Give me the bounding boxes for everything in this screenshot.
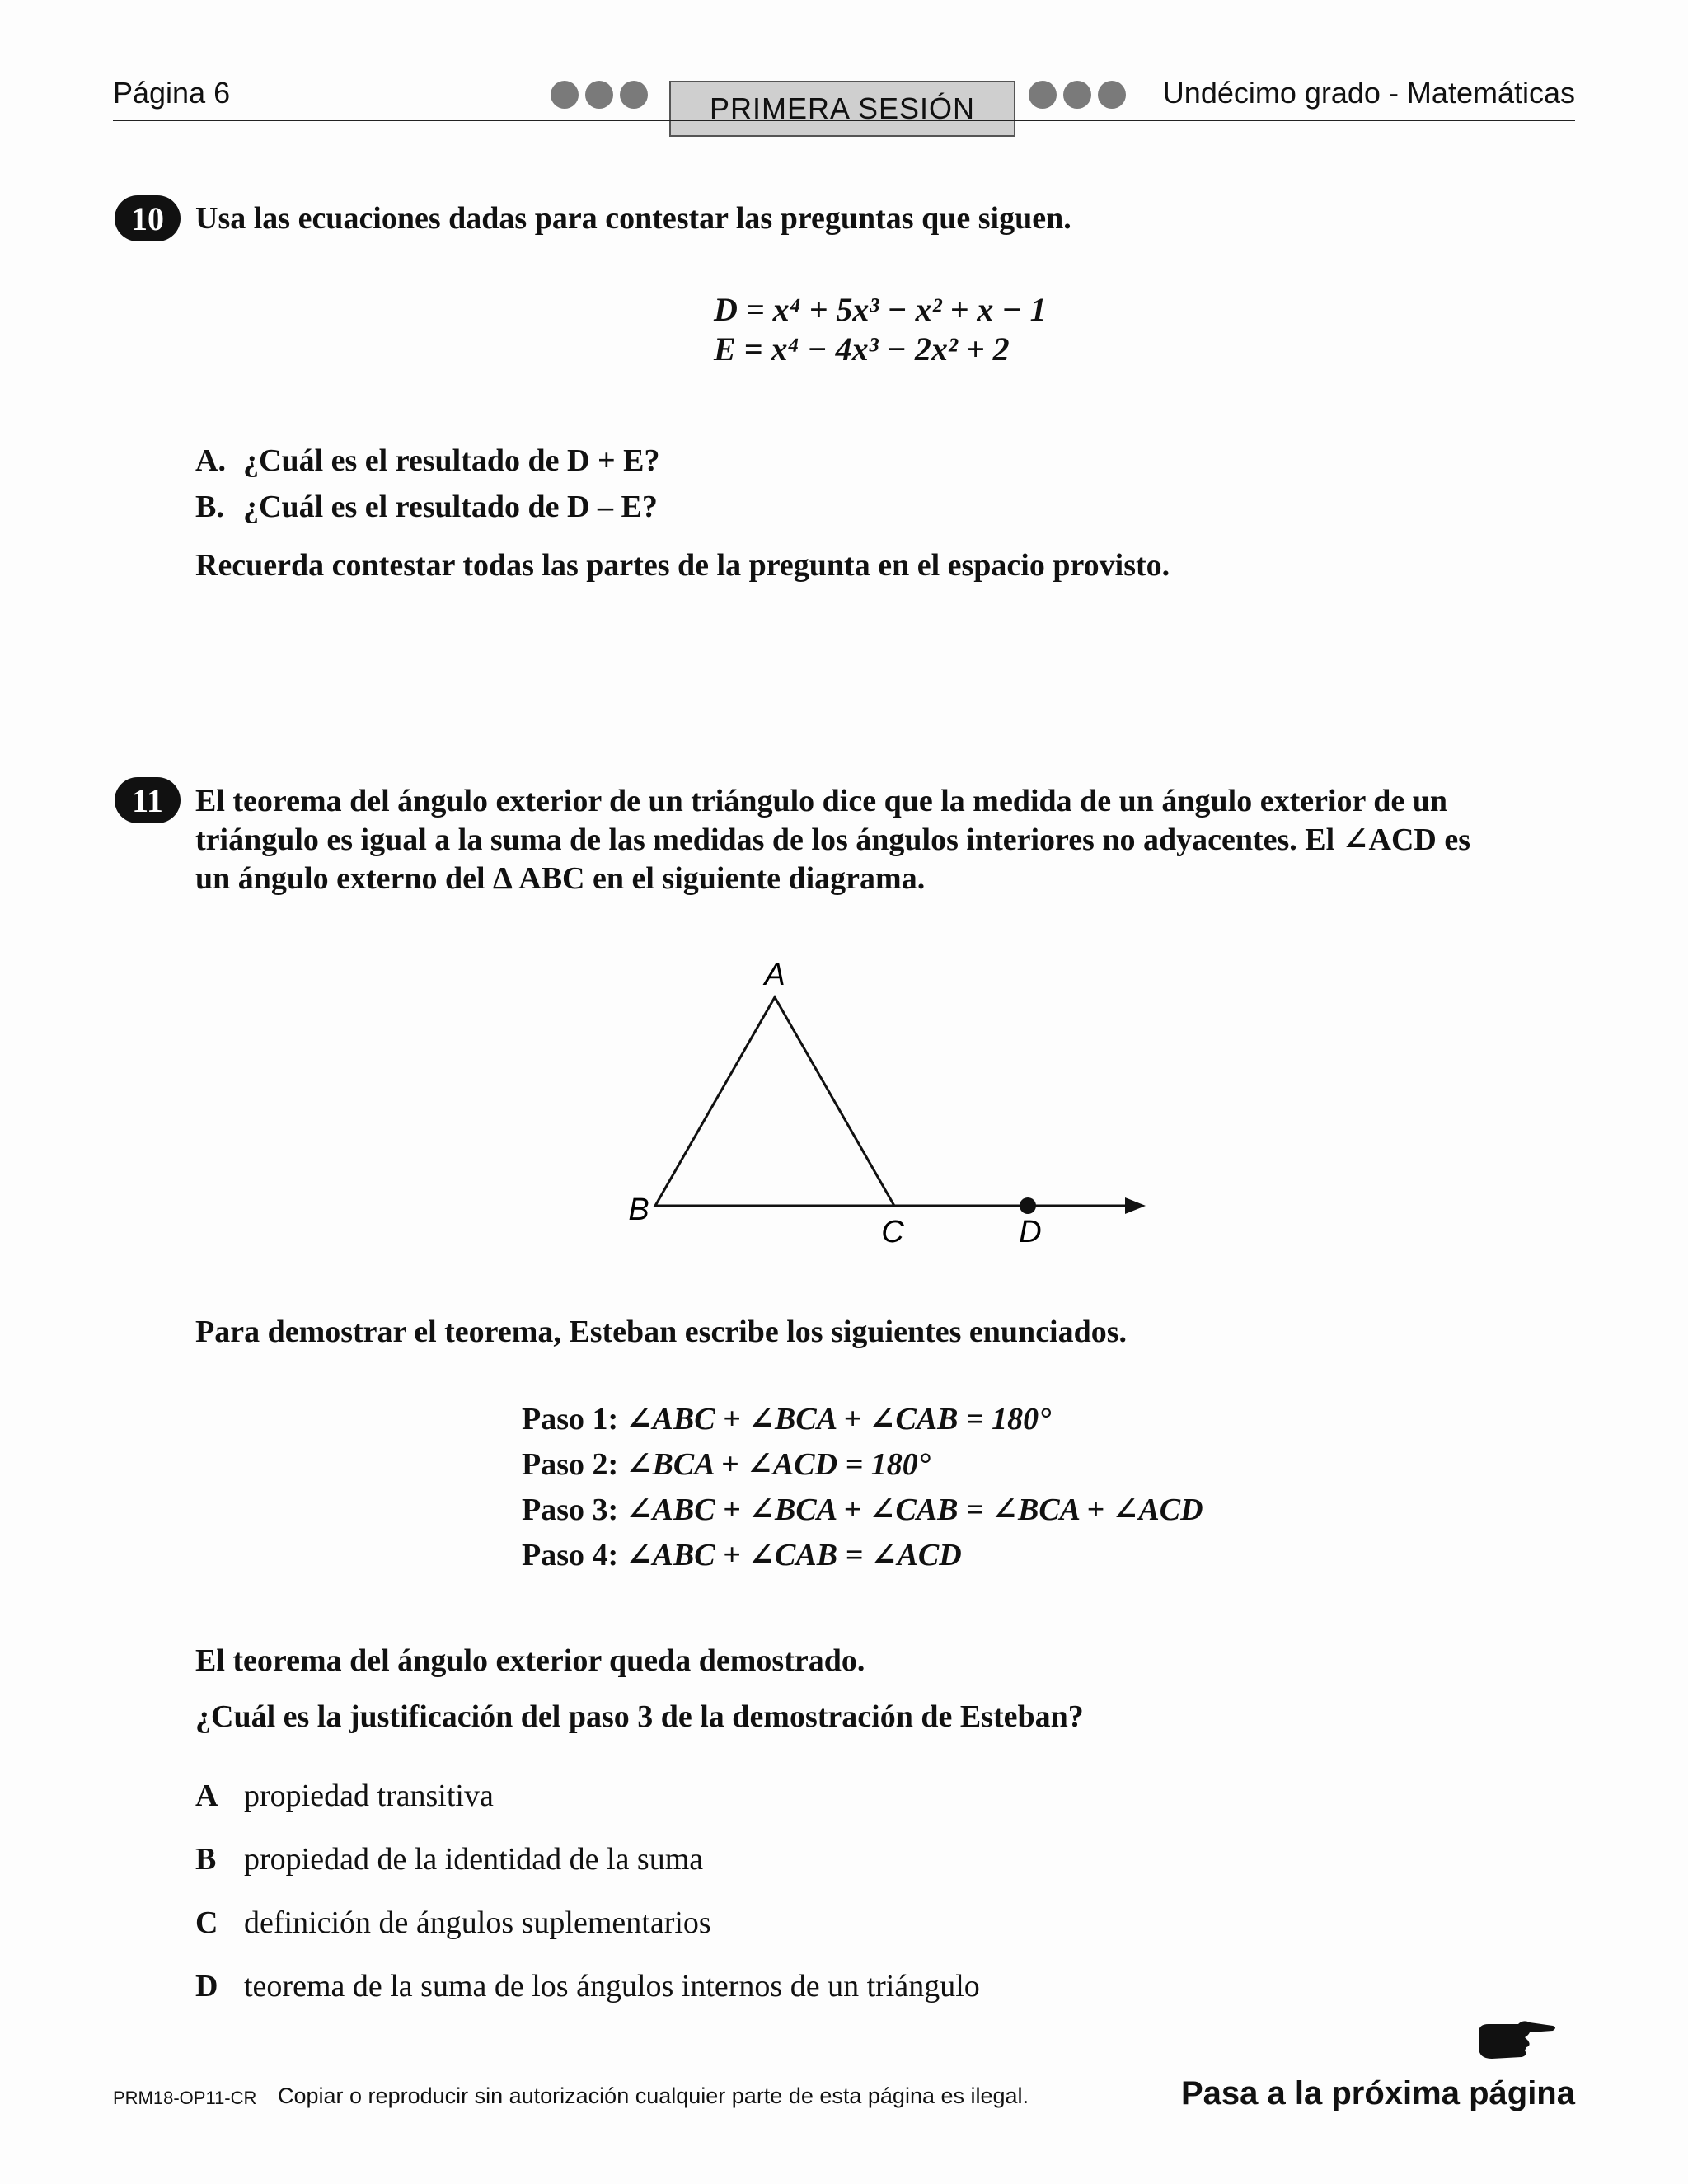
step-expression: ∠ABC + ∠CAB = ∠ACD [626,1538,962,1572]
question-number-10: 10 [115,195,181,241]
point-d [1020,1197,1036,1214]
q10-reminder: Recuerda contestar todas las partes de la pregunta en el espacio provisto. [195,548,1170,583]
proof-step-2 [522,1442,1203,1488]
dot-icon [1029,81,1057,109]
q10-prompt: Usa las ecuaciones dadas para contestar las preguntas que siguen. [195,201,1071,236]
q11-text-line2: triángulo es igual a la suma de las medidas de los ángulos interiores no adyacentes. El ∠ACD es [195,823,1471,857]
subject-label: Undécimo grado - Matemáticas [1162,76,1575,110]
q11-conclusion: El teorema del ángulo exterior queda demostrado. [195,1643,865,1678]
dot-icon [1063,81,1091,109]
dot-icon [585,81,613,109]
step-label: Paso 4: [522,1538,619,1572]
dot-icon [1098,81,1126,109]
q11-intro: Para demostrar el teorema, Esteban escribe los siguientes enunciados. [195,1315,1128,1349]
option-letter: D [195,1969,218,2004]
part-a-text: ¿Cuál es el resultado de D + E? [243,443,660,478]
option-letter: C [195,1905,218,1940]
page-number: Página 6 [113,76,231,110]
pointing-hand-icon [1475,2018,1558,2062]
label-b: B [628,1193,649,1227]
option-text: definición de ángulos suplementarios [244,1905,711,1940]
header-divider [113,120,1575,121]
ray-arrowhead-icon [1125,1197,1146,1214]
label-c: C [881,1215,904,1249]
dot-icon [551,81,579,109]
next-page-prompt: Pasa a la próxima página [1181,2075,1575,2111]
session-label: PRIMERA SESIÓN [669,81,1015,137]
label-d: D [1019,1215,1042,1249]
header-dots-right [1029,81,1126,109]
label-a: A [764,958,785,992]
equation-d: D = x⁴ + 5x³ − x² + x − 1 [714,291,1047,328]
step-expression: ∠ABC + ∠BCA + ∠CAB = ∠BCA + ∠ACD [626,1493,1203,1527]
answer-option-b[interactable] [195,1841,703,1877]
step-label: Paso 1: [522,1402,619,1436]
proof-step-3 [522,1488,1203,1533]
proof-steps [522,1397,1203,1578]
copyright-notice: Copiar o reproducir sin autorización cualquier parte de esta página es ilegal. [278,2083,1029,2108]
header-dots-left [551,81,648,109]
equation-e: E = x⁴ − 4x³ − 2x² + 2 [714,330,1010,368]
q11-question: ¿Cuál es la justificación del paso 3 de la demostración de Esteban? [195,1699,1084,1734]
dot-icon [620,81,648,109]
option-text: propiedad transitiva [244,1779,494,1813]
option-letter: B [195,1842,217,1877]
answer-option-c[interactable] [195,1905,711,1941]
part-b-text: ¿Cuál es el resultado de D – E? [243,490,658,524]
question-number-11: 11 [115,777,181,823]
step-expression: ∠ABC + ∠BCA + ∠CAB = 180° [626,1402,1052,1436]
step-label: Paso 2: [522,1447,619,1482]
answer-option-a[interactable] [195,1778,494,1814]
option-text: propiedad de la identidad de la suma [244,1842,704,1877]
part-b-letter: B. [195,490,224,524]
option-letter: A [195,1779,218,1813]
triangle-abc [655,997,894,1206]
form-code: PRM18-OP11-CR [113,2088,257,2108]
q11-text-line1: El teorema del ángulo exterior de un triángulo dice que la medida de un ángulo exterior de un [195,784,1447,818]
step-label: Paso 3: [522,1493,619,1527]
q11-text-line3: un ángulo externo del Δ ABC en el siguiente diagrama. [195,861,926,896]
step-expression: ∠BCA + ∠ACD = 180° [626,1447,931,1482]
option-text: teorema de la suma de los ángulos internos de un triángulo [244,1969,980,2004]
triangle-diagram [610,952,1170,1257]
proof-step-1 [522,1397,1203,1442]
answer-option-d[interactable] [195,1968,980,2004]
part-a-letter: A. [195,443,226,478]
q10-part-a [195,443,659,479]
proof-step-4 [522,1533,1203,1578]
q10-part-b [195,489,658,525]
